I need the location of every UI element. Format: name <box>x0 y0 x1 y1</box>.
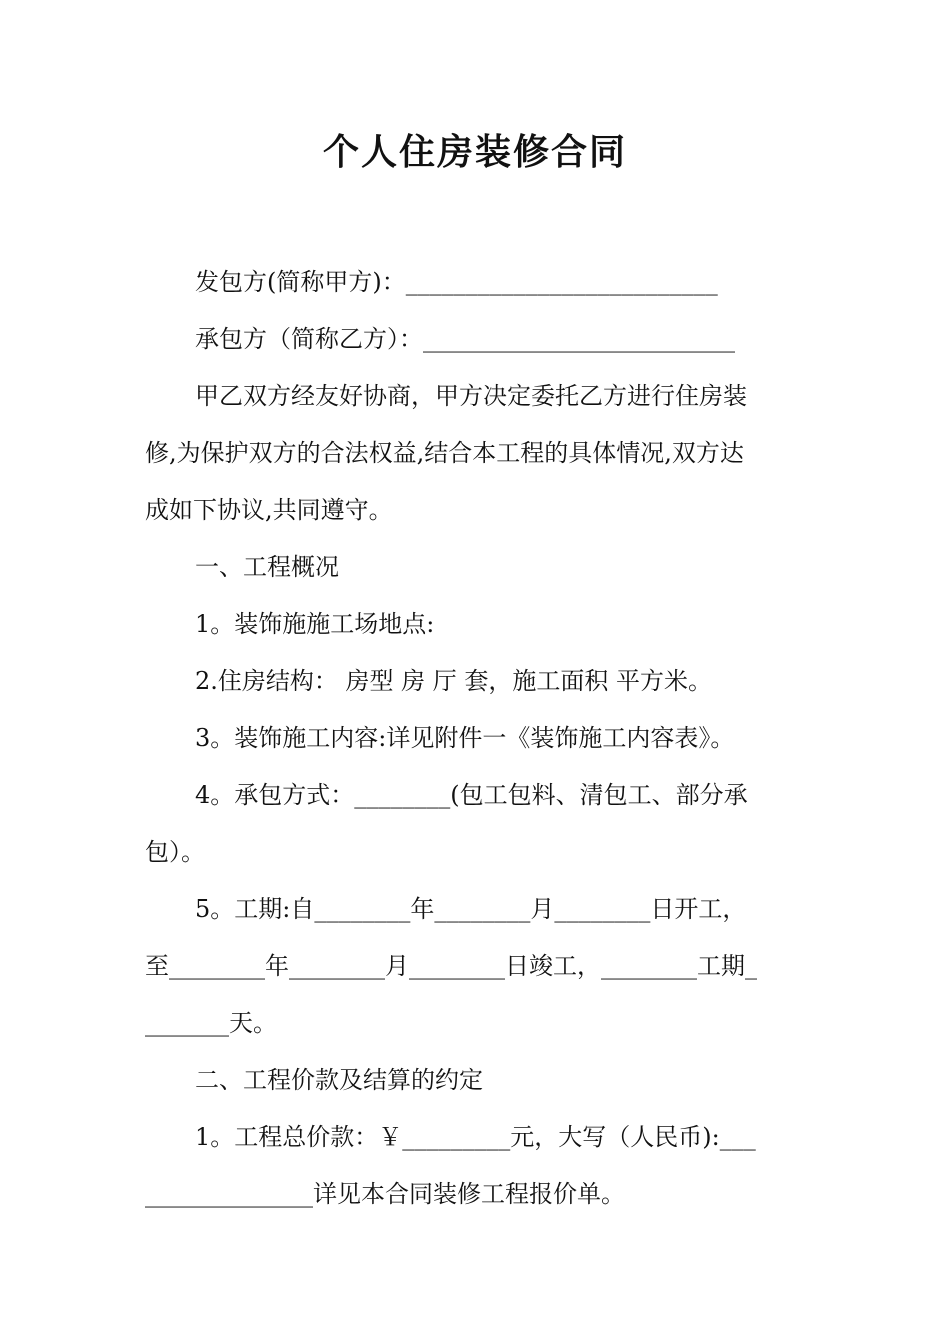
party-a-line: 发包方(简称甲方)：__________________________ <box>195 268 718 296</box>
section-heading-2: 二、工程价款及结算的约定 <box>195 1066 483 1094</box>
clause-1-2: 2.住房结构： 房型 房 厅 套，施工面积 平方米。 <box>195 667 713 695</box>
clause-1-5-line-1: 5。工期:自________年________月________日开工， <box>195 895 747 923</box>
section-heading-1: 一、工程概况 <box>195 553 339 581</box>
intro-paragraph-line-3: 成如下协议,共同遵守。 <box>145 496 393 524</box>
clause-1-5-line-3: _______天。 <box>145 1009 277 1037</box>
clause-2-1-line-2: ______________详见本合同装修工程报价单。 <box>145 1180 625 1208</box>
clause-1-4-line-1: 4。承包方式：________(包工包料、清包工、部分承 <box>195 781 748 809</box>
intro-paragraph-line-1: 甲乙双方经友好协商，甲方决定委托乙方进行住房装 <box>195 382 747 410</box>
clause-1-1: 1。装饰施施工场地点: <box>195 610 435 638</box>
document-title: 个人住房装修合同 <box>322 131 627 173</box>
clause-1-5-line-2: 至________年________月________日竣工，________工期_ <box>145 952 757 980</box>
party-b-line: 承包方（简称乙方）：__________________________ <box>195 325 735 353</box>
clause-1-4-line-2: 包）。 <box>145 838 205 866</box>
clause-2-1-line-1: 1。工程总价款：￥_________元，大写（人民币):___ <box>195 1123 756 1151</box>
intro-paragraph-line-2: 修,为保护双方的合法权益,结合本工程的具体情况,双方达 <box>145 439 744 467</box>
clause-1-3: 3。装饰施工内容:详见附件一《装饰施工内容表》。 <box>195 724 735 752</box>
